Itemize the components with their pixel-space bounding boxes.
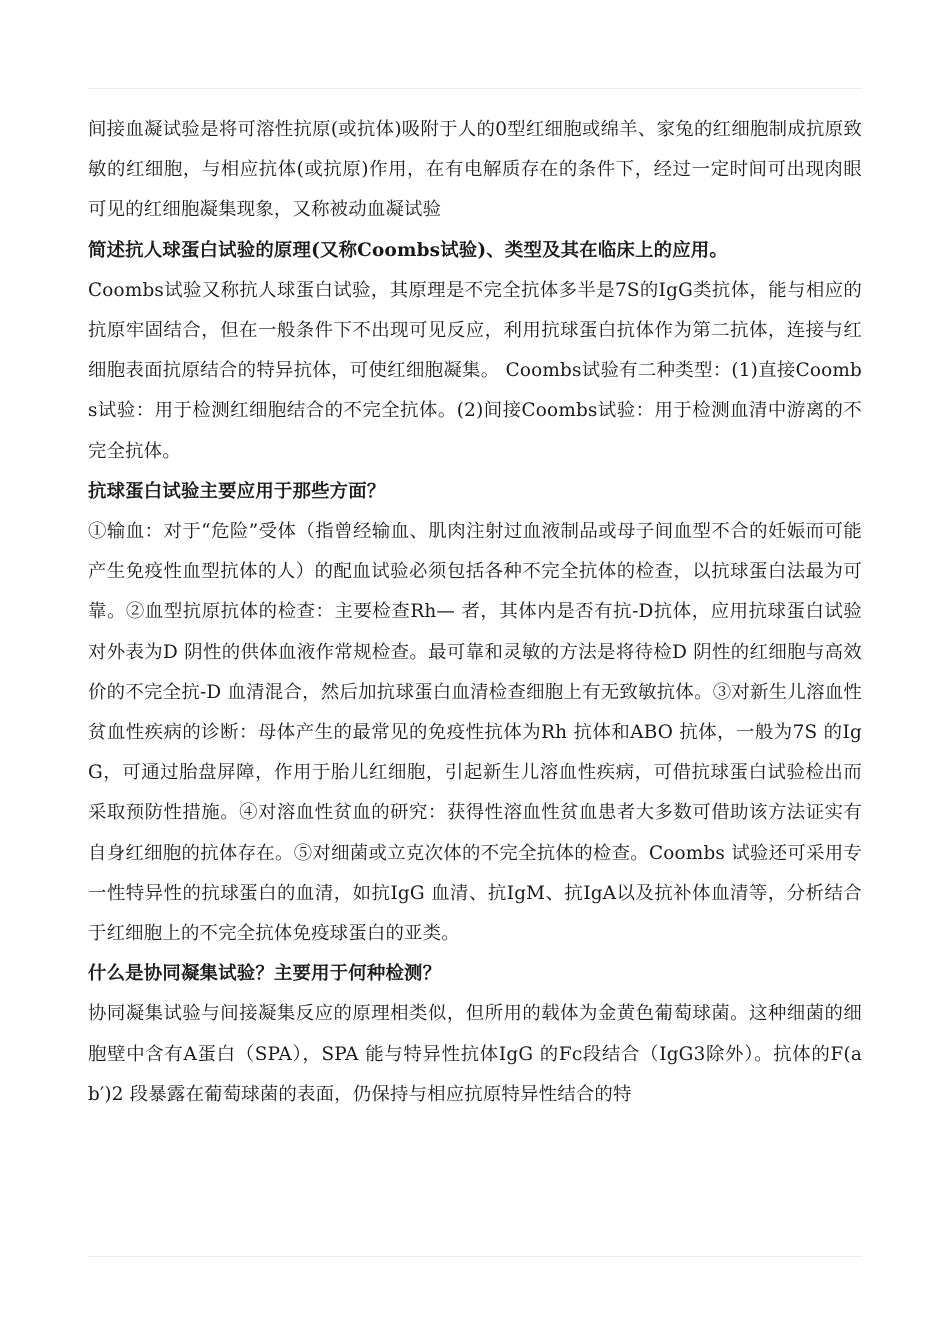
document-body [88,110,862,1115]
paragraph-indirect-hemagglutination: 间接血凝试验是将可溶性抗原(或抗体)吸附于人的0型红细胞或绵羊、家兔的红细胞制成抗原致敏的红细胞，与相应抗体(或抗原)作用，在有电解质存在的条件下，经过一定时间可出现肉眼可见的红细胞凝集现象，又称被动血凝试验 [88,119,862,221]
footer-rule [88,1256,862,1257]
heading-antiglobulin-applications: 抗球蛋白试验主要应用于那些方面？ [88,480,386,502]
paragraph-antiglobulin-applications: ①输血：对于“危险”受体（指曾经输血、肌肉注射过血液制品或母子间血型不合的妊娠而可能产生免疫性血型抗体的人）的配血试验必须包括各种不完全抗体的检查，以抗球蛋白法最为可靠。②血型抗原抗体的检查：主要检查Rh— 者，其体内是否有抗-D抗体，应用抗球蛋白试验对外表为D 阴性的供体血液作常规检查。最可靠和灵敏的方法是将待检D 阴性的红细胞与高效价的不完全抗-D 血清混合，然后加抗球蛋白血清检查细胞上有无致敏抗体。③对新生儿溶血性贫血性疾病的诊断：母体产生的最常见的免疫性抗体为Rh 抗体和ABO 抗体，一般为7S 的IgG，可通过胎盘屏障，作用于胎儿红细胞，引起新生儿溶血性疾病，可借抗球蛋白试验检出而采取预防性措施。④对溶血性贫血的研究：获得性溶血性贫血患者大多数可借助该方法证实有自身红细胞的抗体存在。⑤对细菌或立克次体的不完全抗体的检查。Coombs 试验还可采用专一性特异性的抗球蛋白的血清，如抗IgG 血清、抗IgM、抗IgA以及抗补体血清等，分析结合于红细胞上的不完全抗体免疫球蛋白的亚类。 [88,521,862,945]
paragraph-coagglutination: 协同凝集试验与间接凝集反应的原理相类似，但所用的载体为金黄色葡萄球菌。这种细菌的细胞壁中含有A蛋白（SPA），SPA 能与特异性抗体IgG 的Fc段结合（IgG3除外）。抗体的F(ab′)2 段暴露在葡萄球菌的表面，仍保持与相应抗原特异性结合的特 [88,1003,862,1105]
heading-coombs-principle: 简述抗人球蛋白试验的原理(又称Coombs试验)、类型及其在临床上的应用。 [88,239,728,261]
heading-coagglutination: 什么是协同凝集试验？主要用于何种检测？ [88,963,442,985]
paragraph-coombs-principle: Coombs试验又称抗人球蛋白试验，其原理是不完全抗体多半是7S的IgG类抗体，能与相应的抗原牢固结合，但在一般条件下不出现可见反应，利用抗球蛋白抗体作为第二抗体，连接与红细胞表面抗原结合的特异抗体，可使红细胞凝集。 Coombs试验有二种类型：(1)直接Coombs试验：用于检测红细胞结合的不完全抗体。(2)间接Coombs试验：用于检测血清中游离的不完全抗体。 [88,279,862,462]
header-rule [88,88,862,89]
